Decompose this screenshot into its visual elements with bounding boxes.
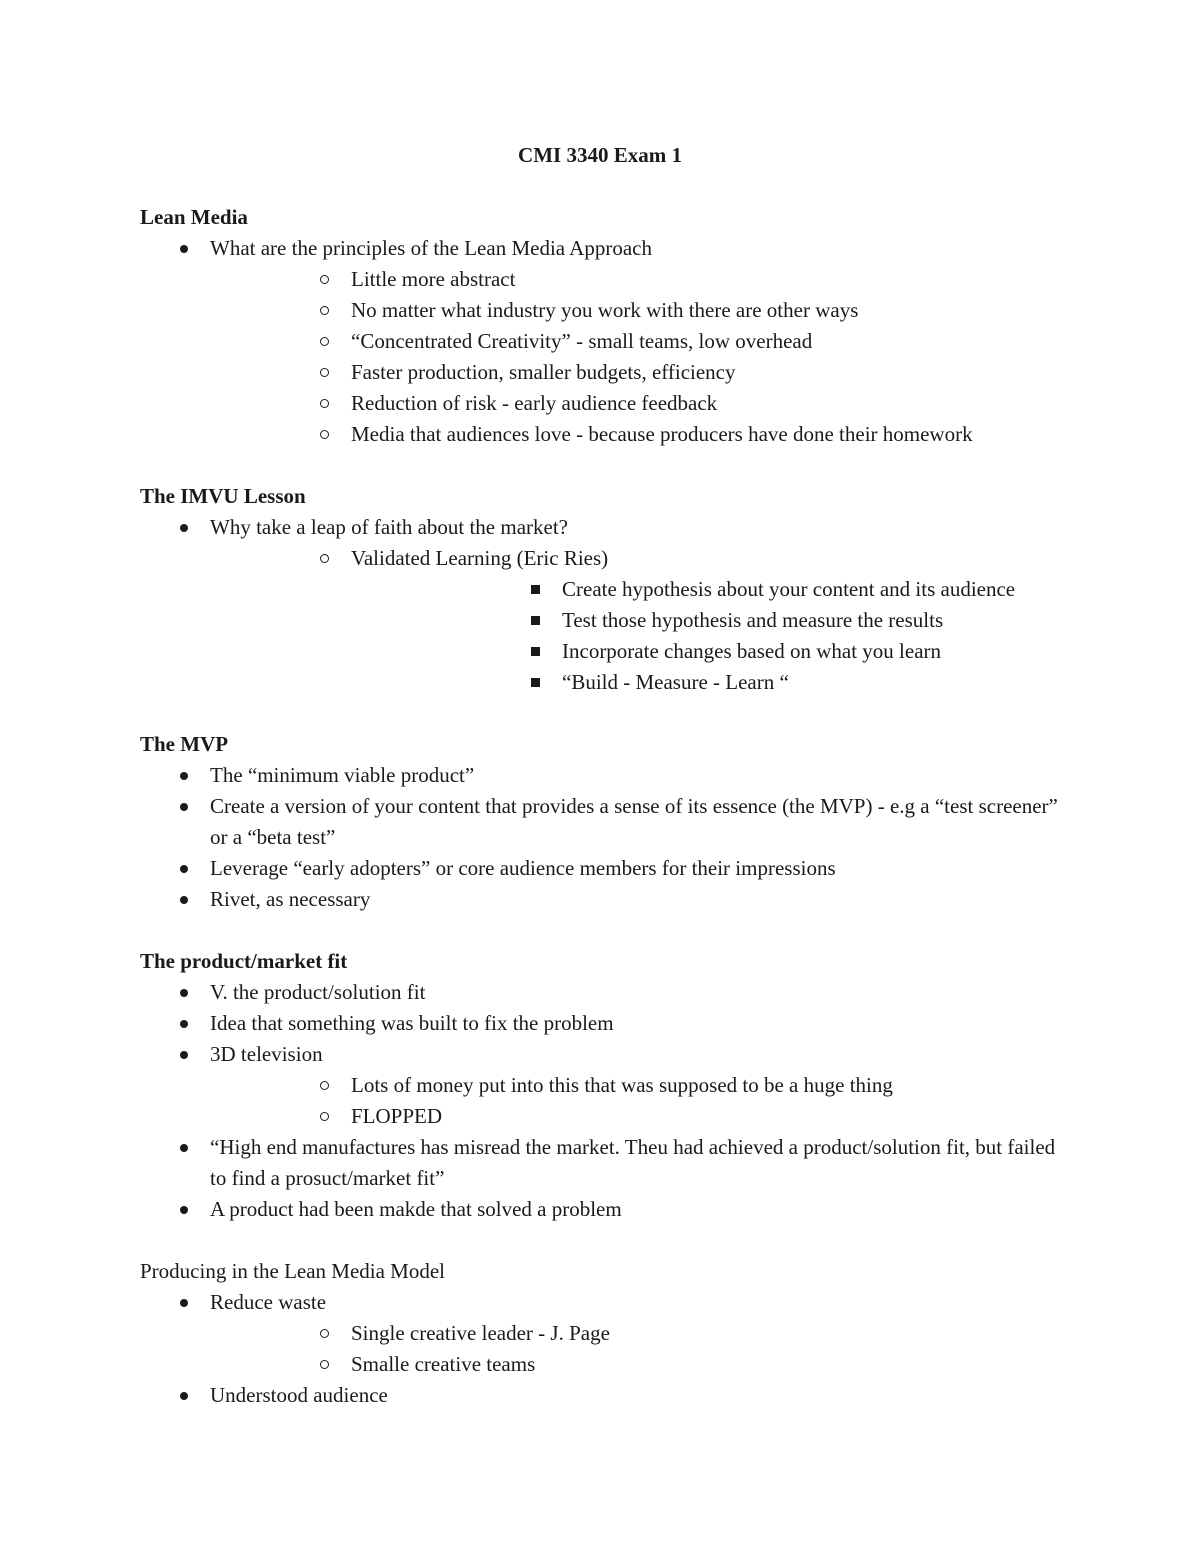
list-item-text: Validated Learning (Eric Ries): [351, 546, 609, 570]
list-item-text: V. the product/solution fit: [210, 980, 426, 1004]
section-heading: The MVP: [140, 732, 229, 756]
list-level-2: [210, 543, 1060, 698]
list-level-1: [140, 1287, 1060, 1411]
bullet-circle-icon: [320, 388, 329, 419]
list-item-text: Single creative leader - J. Page: [351, 1321, 610, 1345]
list-item-text: Leverage “early adopters” or core audience members for their impressions: [210, 856, 836, 880]
list-level-2: [210, 1318, 1060, 1380]
list-item-text: Why take a leap of faith about the market?: [210, 515, 569, 539]
list-item: [140, 760, 1060, 791]
bullet-circle-icon: [320, 543, 329, 574]
bullet-dot-icon: [180, 760, 188, 791]
section: [140, 946, 1060, 1225]
bullet-circle-icon: [320, 264, 329, 295]
bullet-dot-icon: [180, 1008, 188, 1039]
bullet-square-icon: [531, 636, 540, 667]
bullet-circle-icon: [320, 419, 329, 450]
bullet-circle-icon: [320, 1101, 329, 1132]
list-level-1: [140, 233, 1060, 450]
section-heading: The product/market fit: [140, 949, 348, 973]
list-item: [210, 388, 1060, 419]
section-heading: Lean Media: [140, 205, 248, 229]
bullet-square-icon: [531, 574, 540, 605]
list-item-text: 3D television: [210, 1042, 323, 1066]
bullet-square-icon: [531, 667, 540, 698]
list-level-2: [210, 264, 1060, 450]
bullet-square-icon: [531, 605, 540, 636]
bullet-dot-icon: [180, 1039, 188, 1070]
list-item: [210, 1070, 1060, 1101]
list-item-text: “High end manufactures has misread the market. Theu had achieved a product/solution fit, but failed to find a prosuct/market fit”: [210, 1135, 1056, 1190]
list-item: [140, 1008, 1060, 1039]
list-item: [210, 357, 1060, 388]
list-item: [210, 264, 1060, 295]
list-item-text: Media that audiences love - because producers have done their homework: [351, 422, 973, 446]
list-item-text: No matter what industry you work with there are other ways: [351, 298, 859, 322]
list-item: [351, 574, 1060, 605]
bullet-circle-icon: [320, 295, 329, 326]
list-item: [210, 295, 1060, 326]
list-item-text: Reduction of risk - early audience feedback: [351, 391, 718, 415]
list-item: [140, 853, 1060, 884]
document-title: CMI 3340 Exam 1: [518, 143, 682, 167]
list-item-text: Reduce waste: [210, 1290, 327, 1314]
list-item-text: Faster production, smaller budgets, efficiency: [351, 360, 736, 384]
sections-container: [140, 202, 1060, 1411]
section: [140, 729, 1060, 915]
bullet-dot-icon: [180, 853, 188, 884]
list-item: [140, 791, 1060, 853]
list-item-text: Test those hypothesis and measure the results: [562, 608, 944, 632]
list-item-text: Lots of money put into this that was supposed to be a huge thing: [351, 1073, 893, 1097]
list-item-text: Smalle creative teams: [351, 1352, 536, 1376]
list-item: [210, 1101, 1060, 1132]
list-level-1: [140, 512, 1060, 698]
bullet-circle-icon: [320, 1349, 329, 1380]
list-item: [140, 1287, 1060, 1380]
list-item-text: Idea that something was built to fix the problem: [210, 1011, 614, 1035]
list-item-text: FLOPPED: [351, 1104, 443, 1128]
list-item: [140, 1039, 1060, 1132]
list-item-text: A product had been makde that solved a problem: [210, 1197, 622, 1221]
bullet-dot-icon: [180, 512, 188, 543]
list-item: [351, 605, 1060, 636]
list-item: [210, 543, 1060, 698]
list-level-2: [210, 1070, 1060, 1132]
list-item-text: The “minimum viable product”: [210, 763, 475, 787]
bullet-dot-icon: [180, 977, 188, 1008]
section: [140, 202, 1060, 450]
list-item: [210, 419, 1060, 450]
list-item-text: Little more abstract: [351, 267, 516, 291]
bullet-dot-icon: [180, 233, 188, 264]
list-item: [210, 1349, 1060, 1380]
bullet-circle-icon: [320, 326, 329, 357]
bullet-dot-icon: [180, 1132, 188, 1163]
list-item: [140, 512, 1060, 698]
bullet-circle-icon: [320, 1070, 329, 1101]
section-heading: The IMVU Lesson: [140, 484, 306, 508]
list-item-text: What are the principles of the Lean Media Approach: [210, 236, 652, 260]
list-level-1: [140, 760, 1060, 915]
list-item: [351, 636, 1060, 667]
list-item: [140, 1132, 1060, 1194]
list-level-1: [140, 977, 1060, 1225]
list-item: [351, 667, 1060, 698]
bullet-circle-icon: [320, 1318, 329, 1349]
list-item-text: Create a version of your content that provides a sense of its essence (the MVP) - e.g a “test screener” or a “beta test”: [210, 794, 1058, 849]
list-item: [210, 1318, 1060, 1349]
bullet-dot-icon: [180, 1380, 188, 1411]
list-item: [210, 326, 1060, 357]
list-item: [140, 1194, 1060, 1225]
list-item: [140, 977, 1060, 1008]
list-item: [140, 1380, 1060, 1411]
bullet-dot-icon: [180, 1287, 188, 1318]
list-item-text: Create hypothesis about your content and its audience: [562, 577, 1016, 601]
bullet-dot-icon: [180, 884, 188, 915]
section: [140, 1256, 1060, 1411]
list-item-text: “Concentrated Creativity” - small teams, low overhead: [351, 329, 813, 353]
document-content: [140, 140, 1060, 1442]
bullet-dot-icon: [180, 791, 188, 822]
section-heading: Producing in the Lean Media Model: [140, 1259, 446, 1283]
list-item: [140, 884, 1060, 915]
list-level-3: [351, 574, 1060, 698]
list-item-text: Understood audience: [210, 1383, 388, 1407]
section: [140, 481, 1060, 698]
list-item-text: Rivet, as necessary: [210, 887, 371, 911]
bullet-circle-icon: [320, 357, 329, 388]
list-item-text: “Build - Measure - Learn “: [562, 670, 789, 694]
list-item: [140, 233, 1060, 450]
list-item-text: Incorporate changes based on what you learn: [562, 639, 942, 663]
bullet-dot-icon: [180, 1194, 188, 1225]
